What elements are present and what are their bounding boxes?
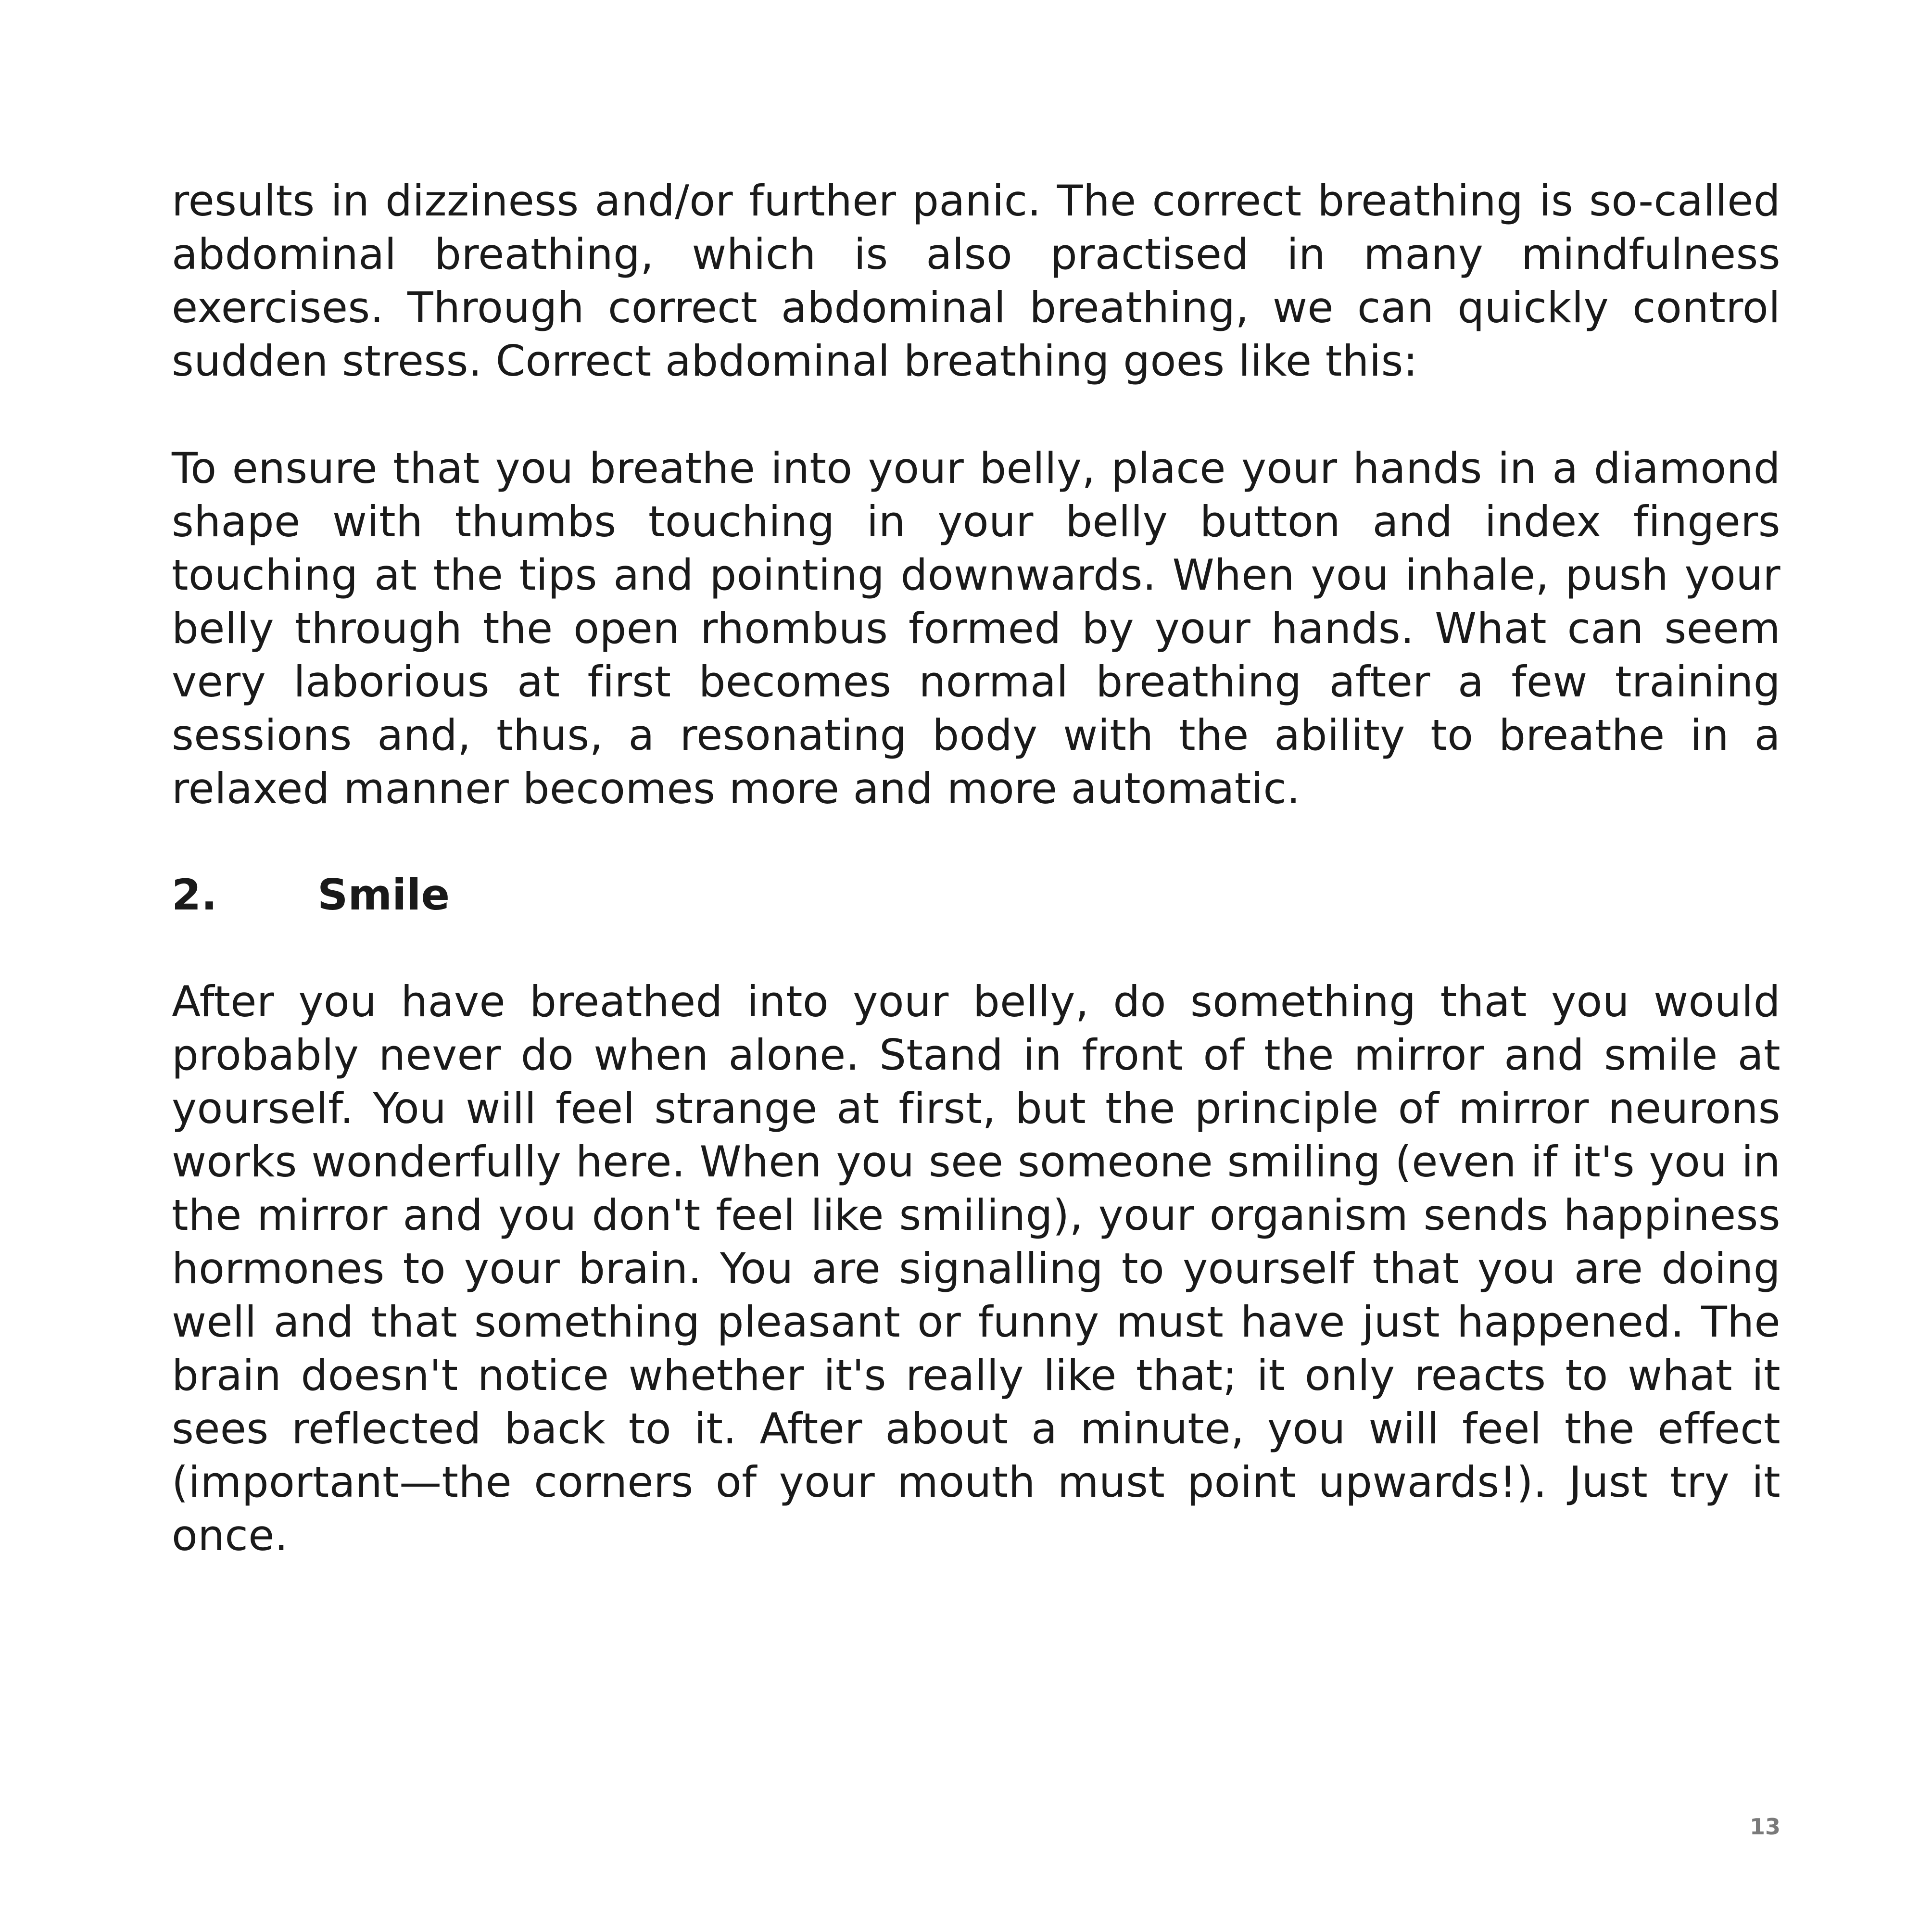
body-paragraph-smile: After you have breathed into your belly, do something that you would probably never do when alone. Stand in front of the mirror and smile at yourself. You will feel strange at first, but the principle of mirror neurons works wonderfully here. When you see someone smiling (even if it's you in the mirror and you don't feel like smiling), your organism sends happiness hormones to your brain. You are signalling to yourself that you are doing well and that something pleasant or funny must have just happened. The brain doesn't notice whether it's really like that; it only reacts to what it sees reflected back to it. After about a minute, you will feel the effect (important—the corners of your mouth must point upwards!). Just try it once. xyxy=(172,977,1780,1560)
section-number: 2. xyxy=(172,870,217,920)
body-paragraph-belly-breathing: To ensure that you breathe into your belly, place your hands in a diamond shape with thumbs touching in your belly button and index fingers touching at the tips and pointing downwards. When you inhale, push your belly through the open rhombus formed by your hands. What can seem very laborious at first becomes normal breathing after a few training sessions and, thus, a resonating body with the ability to breathe in a relaxed manner becomes more and more automatic. xyxy=(172,443,1780,813)
section-title: Smile xyxy=(317,870,450,920)
page-number: 13 xyxy=(1749,1814,1780,1840)
section-heading xyxy=(172,868,450,922)
body-paragraph-breathing-intro: results in dizziness and/or further panic. The correct breathing is so-called abdominal breathing, which is also practised in many mindfulness exercises. Through correct abdominal breathing, we can quickly control sudden stress. Correct abdominal breathing goes like this: xyxy=(172,176,1780,386)
